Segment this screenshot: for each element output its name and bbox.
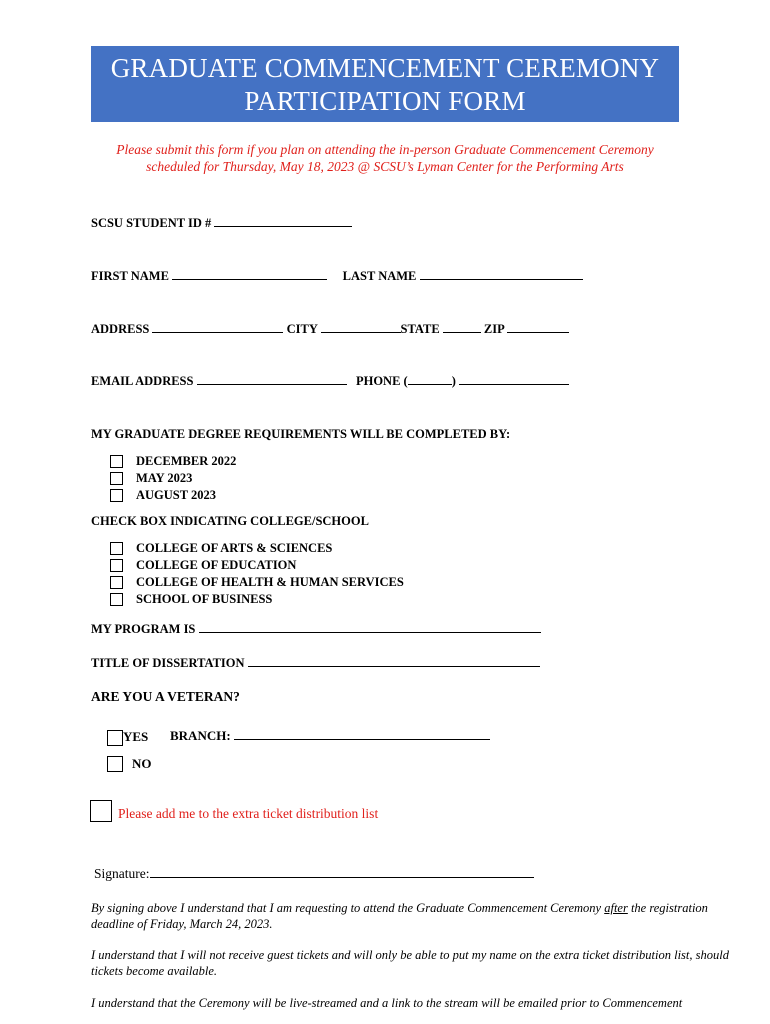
statement-1-line1 xyxy=(91,900,741,916)
signature-field[interactable] xyxy=(150,866,534,878)
city-label: CITY xyxy=(286,322,318,336)
veteran-no-checkbox[interactable] xyxy=(107,756,123,772)
statement-3-line1: I understand that the Ceremony will be live-streamed and a link to the stream will be emailed prior to Commencement xyxy=(91,996,683,1010)
statement-2-line2: tickets become available. xyxy=(91,964,217,978)
phone-close-paren: ) xyxy=(451,374,456,388)
student-id-field[interactable] xyxy=(214,215,352,227)
state-label: STATE xyxy=(400,322,440,336)
email-label: EMAIL ADDRESS xyxy=(91,374,194,388)
signature-row xyxy=(94,866,534,882)
phone-label: PHONE ( xyxy=(355,374,408,388)
college-section-title: CHECK BOX INDICATING COLLEGE/SCHOOL xyxy=(91,514,369,528)
degree-checkbox-december-2022[interactable] xyxy=(110,455,123,468)
veteran-section-title: ARE YOU A VETERAN? xyxy=(91,689,240,704)
program-row xyxy=(91,621,541,637)
college-checkbox-business[interactable] xyxy=(110,593,123,606)
degree-option-label: DECEMBER 2022 xyxy=(136,454,237,468)
statement-1-emphasis: after xyxy=(604,901,628,915)
program-label: MY PROGRAM IS xyxy=(91,622,196,636)
veteran-yes-label: YES xyxy=(123,729,149,744)
student-id-row xyxy=(91,215,352,231)
branch-field[interactable] xyxy=(234,728,490,740)
form-title-line1: GRADUATE COMMENCEMENT CEREMONY xyxy=(110,53,660,83)
form-title-banner xyxy=(91,46,679,122)
college-checkbox-health-human-services[interactable] xyxy=(110,576,123,589)
form-title-line2: PARTICIPATION FORM xyxy=(244,86,526,116)
last-name-field[interactable] xyxy=(420,268,583,280)
branch-label: BRANCH: xyxy=(170,728,231,743)
first-name-label: FIRST NAME xyxy=(91,269,169,283)
statement-2-line1: I understand that I will not receive guest tickets and will only be able to put my name on the extra ticket distribution list, should xyxy=(91,948,729,962)
degree-option-label: AUGUST 2023 xyxy=(136,488,216,502)
degree-section-title: MY GRADUATE DEGREE REQUIREMENTS WILL BE COMPLETED BY: xyxy=(91,427,511,441)
college-option-label: COLLEGE OF HEALTH & HUMAN SERVICES xyxy=(136,575,404,589)
statement-3 xyxy=(91,995,751,1011)
statement-1-text-a: By signing above I understand that I am requesting to attend the Graduate Commencement Ceremony xyxy=(91,901,605,915)
address-label: ADDRESS xyxy=(91,322,150,336)
statement-1 xyxy=(91,900,741,932)
program-field[interactable] xyxy=(199,621,541,633)
extra-ticket-label: Please add me to the extra ticket distribution list xyxy=(118,806,379,821)
state-field[interactable] xyxy=(443,321,481,333)
veteran-no-label: NO xyxy=(132,756,152,771)
city-field[interactable] xyxy=(321,321,401,333)
degree-checkbox-may-2023[interactable] xyxy=(110,472,123,485)
zip-label: ZIP xyxy=(483,322,505,336)
phone-area-code-field[interactable] xyxy=(408,373,452,385)
veteran-yes-checkbox[interactable] xyxy=(107,730,123,746)
intro-text xyxy=(60,141,710,175)
degree-option-label: MAY 2023 xyxy=(136,471,193,485)
contact-row xyxy=(91,373,569,389)
college-option-label: COLLEGE OF ARTS & SCIENCES xyxy=(136,541,333,555)
college-checkbox-education[interactable] xyxy=(110,559,123,572)
statement-2 xyxy=(91,947,751,979)
zip-field[interactable] xyxy=(507,321,569,333)
statement-1-text-b: the registration xyxy=(627,901,708,915)
dissertation-row xyxy=(91,655,540,671)
college-option-label: COLLEGE OF EDUCATION xyxy=(136,558,297,572)
student-id-label: SCSU STUDENT ID # xyxy=(91,216,212,230)
extra-ticket-checkbox[interactable] xyxy=(90,800,112,822)
name-row xyxy=(91,268,583,284)
phone-number-field[interactable] xyxy=(459,373,569,385)
intro-line2: scheduled for Thursday, May 18, 2023 @ SCSU’s Lyman Center for the Performing Arts xyxy=(146,159,624,174)
college-checkbox-arts-sciences[interactable] xyxy=(110,542,123,555)
branch-row xyxy=(170,728,490,744)
dissertation-label: TITLE OF DISSERTATION xyxy=(91,656,245,670)
address-row xyxy=(91,321,569,337)
first-name-field[interactable] xyxy=(172,268,327,280)
college-option-label: SCHOOL OF BUSINESS xyxy=(136,592,273,606)
email-field[interactable] xyxy=(197,373,347,385)
address-field[interactable] xyxy=(152,321,283,333)
dissertation-field[interactable] xyxy=(248,655,540,667)
last-name-label: LAST NAME xyxy=(342,269,417,283)
degree-checkbox-august-2023[interactable] xyxy=(110,489,123,502)
signature-label: Signature: xyxy=(94,866,150,881)
intro-line1: Please submit this form if you plan on attending the in-person Graduate Commencement Ceremony xyxy=(116,142,654,157)
statement-1-line2: deadline of Friday, March 24, 2023. xyxy=(91,917,273,931)
